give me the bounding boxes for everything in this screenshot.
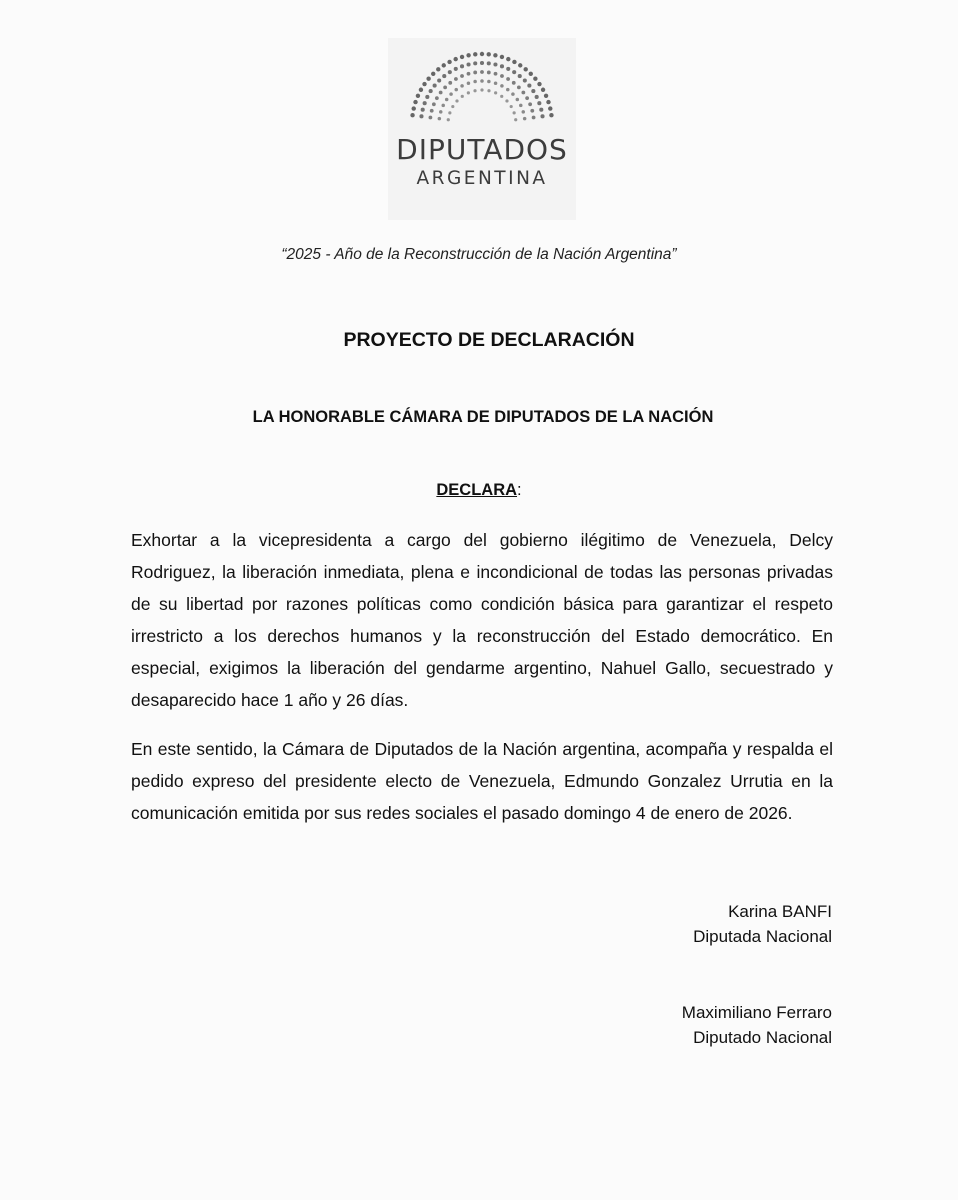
hemicycle-dot [517, 85, 521, 89]
hemicycle-dot [521, 91, 525, 95]
hemicycle-dot [512, 70, 516, 74]
chamber-heading: LA HONORABLE CÁMARA DE DIPUTADOS DE LA NACIÓN [252, 408, 714, 426]
hemicycle-dot [541, 88, 545, 92]
hemicycle-dot [441, 104, 445, 108]
hemicycle-dot [494, 81, 498, 85]
hemicycle-dot [480, 79, 484, 83]
hemicycle-dot [524, 67, 528, 71]
hemicycle-dot [467, 62, 471, 66]
hemicycle-dot [511, 92, 515, 96]
hemicycle-dot [448, 70, 452, 74]
hemicycle-dot [480, 70, 484, 74]
hemicycle-dot [460, 84, 464, 88]
hemicycle-dot [431, 72, 435, 76]
hemicycle-dot [540, 114, 544, 118]
hemicycle-dot [419, 114, 423, 118]
hemicycle-dot [423, 101, 427, 105]
hemicycle-dot [493, 62, 497, 66]
hemicycle-dot [480, 61, 484, 65]
hemicycle-dot [437, 79, 441, 83]
hemicycle-dot [487, 71, 491, 75]
hemicycle-dot [430, 109, 434, 113]
hemicycle-dot [467, 91, 470, 94]
year-motto: “2025 - Año de la Reconstrucción de la Nación Argentina” [281, 246, 677, 263]
hemicycle-dot [454, 88, 458, 92]
signatory-1 [693, 899, 832, 949]
hemicycle-dot [453, 57, 457, 61]
hemicycle-dot [461, 95, 464, 98]
hemicycle-dot [473, 80, 477, 84]
hemicycle-dot [537, 82, 541, 86]
hemicycle-dot [466, 53, 470, 57]
hemicycle-dot [529, 72, 533, 76]
signatory-role: Diputado Nacional [693, 1028, 832, 1047]
hemicycle-dot [535, 95, 539, 99]
hemicycle-dot [429, 89, 433, 93]
hemicycle-dot [473, 89, 476, 92]
hemicycle-dot [527, 84, 531, 88]
hemicycle-dot [473, 52, 477, 56]
hemicycle-dot [412, 106, 416, 110]
hemicycle-dot [439, 110, 443, 114]
hemicycle-dot [443, 85, 447, 89]
logo-subtitle: ARGENTINA [416, 168, 548, 189]
hemicycle-dot [445, 98, 449, 102]
hemicycle-dot [460, 55, 464, 59]
hemicycle-dot [537, 101, 541, 105]
declares-colon: : [517, 481, 522, 499]
hemicycle-dot [439, 91, 443, 95]
hemicycle-dot [460, 64, 464, 68]
hemicycle-dot [522, 110, 526, 114]
hemicycle-dot [528, 102, 532, 106]
hemicycle-dot [518, 74, 522, 78]
hemicycle-dot [531, 89, 535, 93]
hemicycle-dot [539, 108, 543, 112]
hemicycle-dot [532, 116, 536, 120]
hemicycle-dot [460, 74, 464, 78]
hemicycle-dot [432, 102, 436, 106]
document-title: PROYECTO DE DECLARACIÓN [343, 329, 635, 351]
hemicycle-dot [425, 95, 429, 99]
hemicycle-dot [546, 100, 550, 104]
hemicycle-dot [549, 113, 553, 117]
hemicycle-dot [506, 88, 510, 92]
hemicycle-dot [419, 88, 423, 92]
hemicycle-dot [421, 108, 425, 112]
declaration-paragraph-1: Exhortar a la vicepresidenta a cargo del gobierno ilégitimo de Venezuela, Delcy Rodriguez, la liberación inmediata, plena e incondicional de todas las personas privadas de su libertad por razones políticas como condición básica para garantizar el respeto irrestricto a los derechos humanos y la reconstrucción del Estado democrático. En especial, exigimos la liberación del gendarme argentino, Nahuel Gallo, secuestrado y desaparecido hace 1 año y 26 días. [131, 530, 833, 710]
hemicycle-dot [525, 96, 529, 100]
hemicycle-dot [500, 84, 504, 88]
hemicycle-dot [500, 95, 503, 98]
hemicycle-dot [514, 118, 517, 121]
declaration-paragraph-2: En este sentido, la Cámara de Diputados de la Nación argentina, acompaña y respalda el pedido expreso del presidente electo de Venezuela, Edmundo Gonzalez Urrutia en la comunicación emitida por sus redes sociales el pasado domingo 4 de enero de 2026. [131, 739, 833, 823]
signatory-role: Diputada Nacional [693, 927, 832, 946]
hemicycle-dot [500, 64, 504, 68]
hemicycle-dot [500, 55, 504, 59]
hemicycle-dot [449, 92, 453, 96]
hemicycle-dot [454, 77, 458, 81]
hemicycle-dot [429, 116, 433, 120]
hemicycle-dot [410, 113, 414, 117]
hemicycle-dot [505, 99, 508, 102]
hemicycle-dot [523, 117, 527, 121]
hemicycle-dot [416, 94, 420, 98]
hemicycle-dot [455, 99, 458, 102]
hemicycle-dot [544, 94, 548, 98]
signatory-name: Karina BANFI [728, 902, 832, 921]
hemicycle-dot [487, 89, 490, 92]
declares-word: DECLARA [436, 481, 518, 499]
hemicycle-dot [487, 61, 491, 65]
hemicycle-dot [451, 105, 454, 108]
hemicycle-dot [480, 52, 484, 56]
hemicycle-dot [438, 117, 442, 121]
hemicycle-dot [519, 104, 523, 108]
hemicycle-dot [487, 52, 491, 56]
hemicycle-dot [467, 81, 471, 85]
signatory-name: Maximiliano Ferraro [681, 1003, 832, 1022]
hemicycle-dot [513, 111, 516, 114]
hemicycle-dot [436, 67, 440, 71]
hemicycle-dot [518, 63, 522, 67]
hemicycle-dot [493, 53, 497, 57]
hemicycle-dot [548, 106, 552, 110]
hemicycle-dot [512, 60, 516, 64]
hemicycle-dot [506, 77, 510, 81]
hemicycle-dots-icon [388, 38, 576, 133]
hemicycle-dot [516, 98, 520, 102]
hemicycle-dot [433, 84, 437, 88]
hemicycle-dot [422, 82, 426, 86]
hemicycle-dot [454, 67, 458, 71]
hemicycle-dot [533, 77, 537, 81]
hemicycle-dot [473, 61, 477, 65]
hemicycle-dot [442, 74, 446, 78]
logo-title: DIPUTADOS [396, 133, 568, 166]
hemicycle-dot [530, 109, 534, 113]
hemicycle-dot [494, 72, 498, 76]
hemicycle-dot [442, 63, 446, 67]
hemicycle-dot [467, 72, 471, 76]
hemicycle-dot [447, 60, 451, 64]
hemicycle-dot [487, 80, 491, 84]
hemicycle-dot [480, 88, 483, 91]
hemicycle-dot [523, 79, 527, 83]
hemicycle-dot [448, 81, 452, 85]
hemicycle-dot [500, 74, 504, 78]
hemicycle-dot [510, 105, 513, 108]
hemicycle-dot [506, 57, 510, 61]
hemicycle-dot [435, 96, 439, 100]
chamber-logo [388, 38, 576, 220]
signatory-2 [682, 1000, 832, 1050]
declares-heading [0, 481, 958, 500]
hemicycle-dot [447, 118, 450, 121]
hemicycle-dot [494, 91, 497, 94]
hemicycle-dot [512, 81, 516, 85]
hemicycle-dot [506, 67, 510, 71]
hemicycle-dot [426, 77, 430, 81]
hemicycle-dot [413, 100, 417, 104]
hemicycle-dot [473, 71, 477, 75]
hemicycle-dot [448, 111, 451, 114]
